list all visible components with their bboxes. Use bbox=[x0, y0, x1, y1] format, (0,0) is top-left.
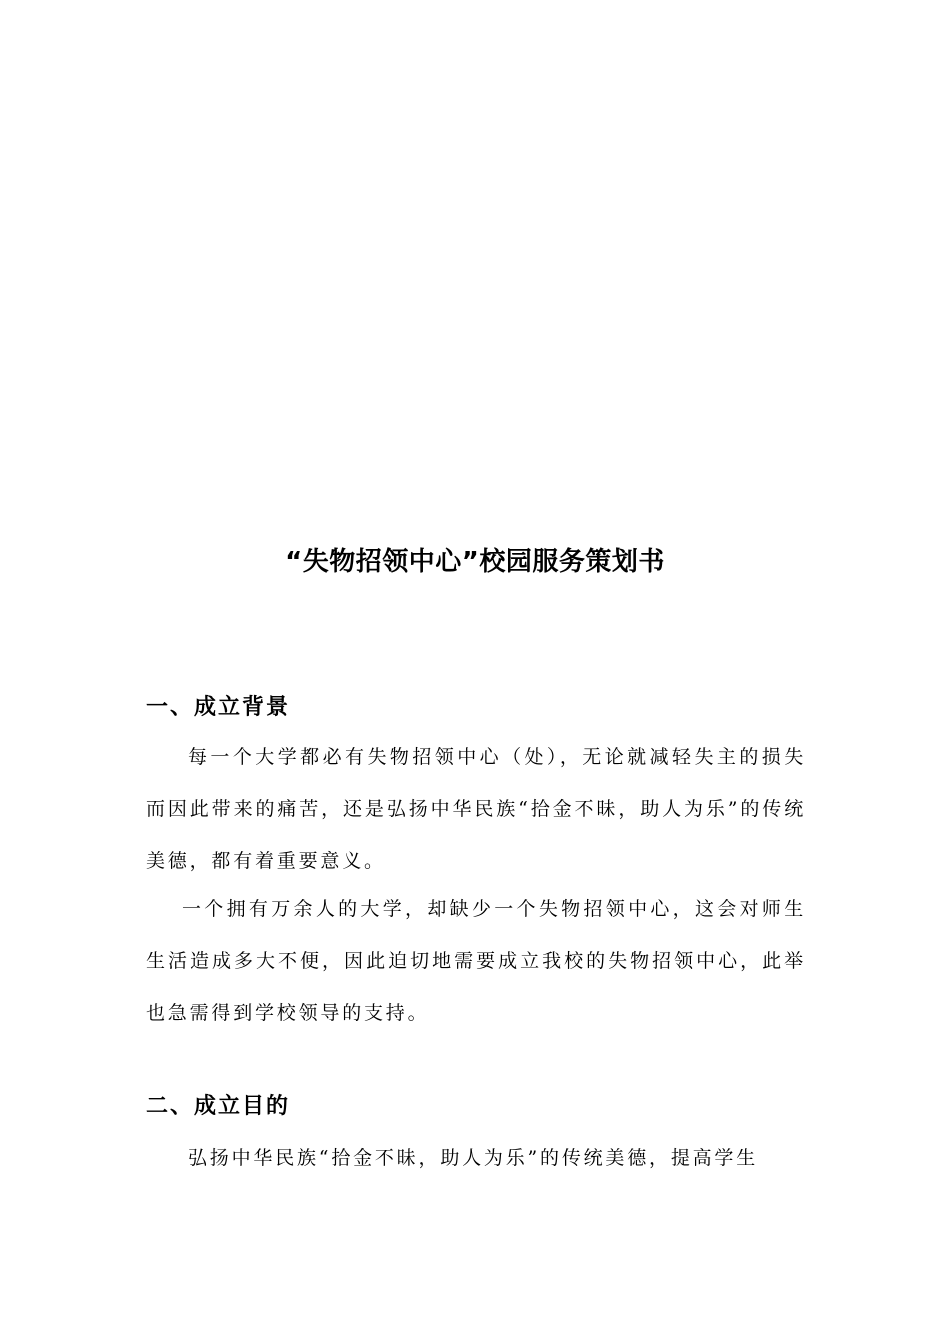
document-title: “失物招领中心”校园服务策划书 bbox=[285, 547, 665, 577]
paragraph-background-1: 每一个大学都必有失物招领中心（处），无论就减轻失主的损失而因此带来的痛苦，还是弘扬中华民族“拾金不昧，助人为乐”的传统美德，都有着重要意义。 bbox=[146, 746, 806, 872]
section-heading-background: 一、成立背景 bbox=[146, 695, 291, 720]
paragraph-background-2: 一个拥有万余人的大学，却缺少一个失物招领中心，这会对师生生活造成多大不便，因此迫切地需要成立我校的失物招领中心，此举也急需得到学校领导的支持。 bbox=[146, 898, 806, 1024]
section-heading-purpose: 二、成立目的 bbox=[146, 1094, 291, 1119]
paragraph-purpose-1: 弘扬中华民族“拾金不昧，助人为乐”的传统美德，提高学生 bbox=[188, 1147, 759, 1169]
